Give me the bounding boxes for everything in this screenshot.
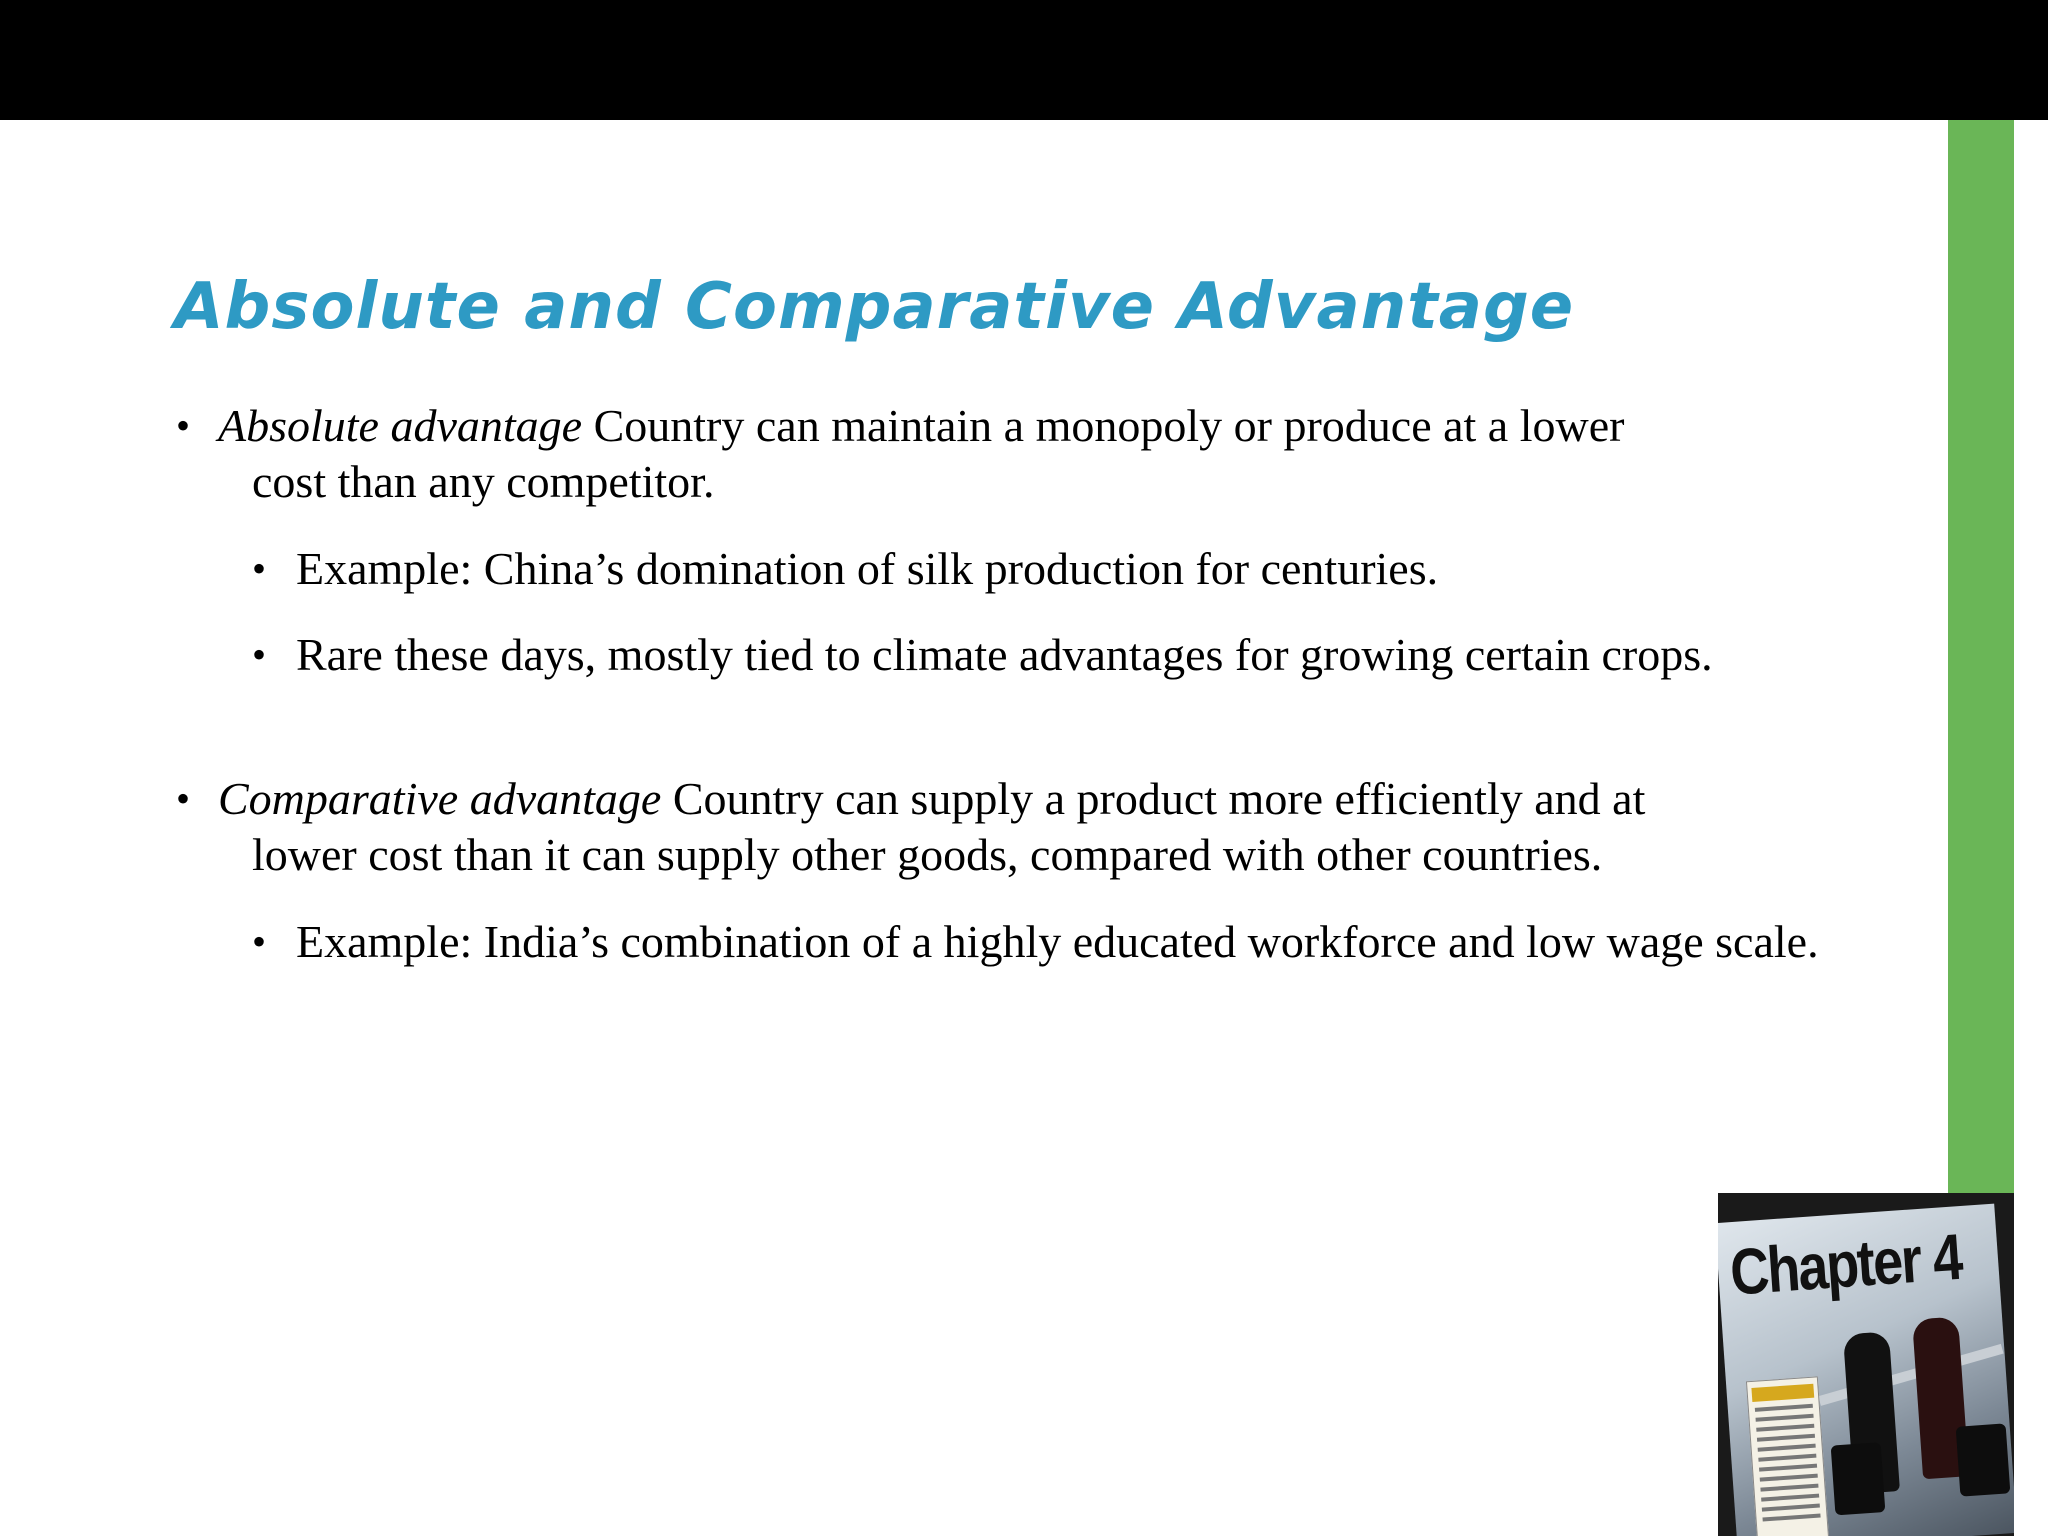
bullet-continuation: lower cost than it can supply other goods, compared with other countries. bbox=[252, 829, 1603, 880]
bullet-comparative-advantage bbox=[176, 771, 1876, 883]
sub-bullet-text: Example: China’s domination of silk production for centuries. bbox=[296, 543, 1439, 594]
top-bar bbox=[0, 0, 2048, 120]
suitcase-shape bbox=[1956, 1423, 2011, 1496]
book-title: Chapter 4 bbox=[1727, 1221, 1964, 1310]
objectives-panel bbox=[1746, 1376, 1831, 1536]
bullet-text: Country can maintain a monopoly or produce at a lower bbox=[582, 400, 1625, 451]
bullet-dot: • bbox=[176, 776, 191, 821]
bullet-dot: • bbox=[252, 632, 267, 677]
sub-bullet-text: Rare these days, mostly tied to climate advantages for growing certain crops. bbox=[296, 629, 1713, 680]
bullet-absolute-advantage bbox=[176, 398, 1836, 510]
bullet-continuation: cost than any competitor. bbox=[252, 456, 715, 507]
sub-bullet-india-example bbox=[252, 914, 1892, 970]
term-comparative-advantage: Comparative advantage bbox=[218, 773, 662, 824]
suitcase-shape bbox=[1831, 1442, 1886, 1515]
bullet-dot: • bbox=[176, 403, 191, 448]
bullet-text: Country can supply a product more efficiently and at bbox=[661, 773, 1646, 824]
sub-bullet-text: Example: India’s combination of a highly educated workforce and low wage scale. bbox=[296, 916, 1819, 967]
bullet-dot: • bbox=[252, 919, 267, 964]
sub-bullet-rare bbox=[252, 627, 1892, 683]
term-absolute-advantage: Absolute advantage bbox=[218, 400, 583, 451]
slide-title: Absolute and Comparative Advantage bbox=[174, 270, 1575, 344]
bullet-dot: • bbox=[252, 546, 267, 591]
sub-bullet-china-example bbox=[252, 541, 1438, 597]
chapter-book-cover-image bbox=[1718, 1193, 2014, 1536]
green-side-bar bbox=[1948, 120, 2014, 1198]
